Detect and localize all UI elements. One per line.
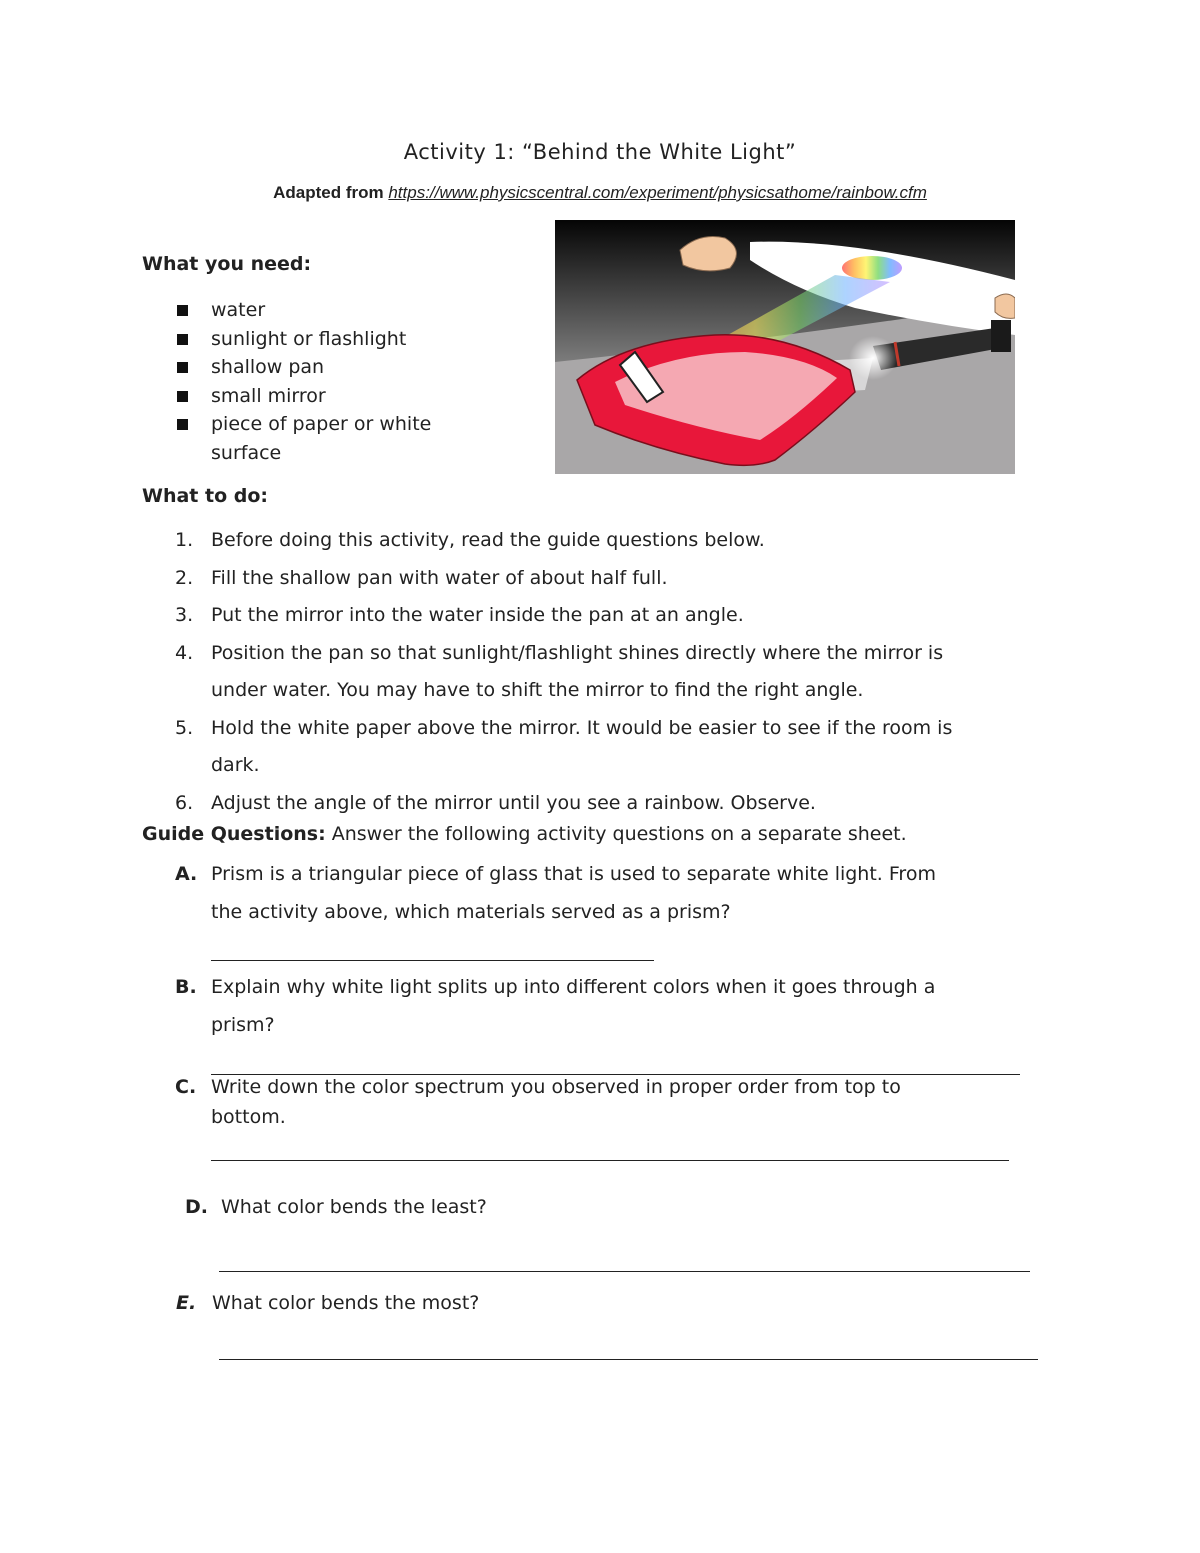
materials-list: [175, 296, 431, 467]
step-text: Before doing this activity, read the guide questions below.: [211, 529, 765, 551]
guide-questions-instruction: Answer the following activity questions on a separate sheet.: [325, 823, 907, 845]
step-text: Put the mirror into the water inside the pan at an angle.: [211, 604, 744, 626]
question-letter: A.: [175, 863, 198, 885]
list-item: [175, 560, 1075, 598]
step-text: Adjust the angle of the mirror until you see a rainbow. Observe.: [211, 791, 816, 814]
list-item: [175, 785, 1075, 823]
rainbow-experiment-illustration: [555, 220, 1015, 474]
question-text-continuation: the activity above, which materials served as a prism?: [211, 901, 731, 923]
step-number: 4.: [175, 641, 194, 664]
question-e: [176, 1284, 480, 1322]
answer-line-e[interactable]: [219, 1359, 1038, 1360]
question-letter: C.: [175, 1076, 197, 1098]
list-item: water: [175, 296, 431, 325]
step-text-continuation: dark.: [211, 754, 260, 776]
question-a: [175, 855, 936, 931]
steps-heading: What to do:: [142, 485, 269, 507]
question-text: Prism is a triangular piece of glass that is used to separate white light. From: [211, 863, 936, 885]
question-text-continuation: prism?: [211, 1014, 275, 1036]
question-text: What color bends the most?: [212, 1292, 480, 1314]
guide-questions-label: Guide Questions:: [142, 823, 326, 845]
steps-list: [175, 522, 1075, 822]
list-item: sunlight or flashlight: [175, 325, 431, 354]
list-item: piece of paper or white: [175, 410, 431, 439]
list-item-continuation: surface: [211, 441, 282, 464]
source-attribution: [0, 183, 1200, 203]
step-number: 3.: [175, 604, 194, 626]
list-item: [175, 635, 1075, 710]
step-text: Hold the white paper above the mirror. It would be easier to see if the room is: [211, 716, 953, 739]
question-letter: D.: [185, 1196, 208, 1218]
guide-questions-intro: [142, 823, 907, 845]
adapted-label: Adapted from: [273, 183, 384, 202]
question-b: [175, 968, 936, 1044]
question-d: [185, 1188, 487, 1226]
step-text: Fill the shallow pan with water of about half full.: [211, 566, 668, 589]
question-text-continuation: bottom.: [211, 1106, 286, 1128]
question-text: What color bends the least?: [221, 1196, 487, 1218]
question-letter: B.: [175, 976, 197, 998]
page-title: Activity 1: “Behind the White Light”: [403, 140, 797, 164]
source-link[interactable]: https://www.physicscentral.com/experiment/physicsathome/rainbow.cfm: [388, 183, 927, 202]
list-item: [175, 597, 1075, 635]
step-number: 1.: [175, 529, 194, 551]
question-letter: E.: [176, 1292, 197, 1314]
list-item: [175, 710, 1075, 785]
answer-line-a[interactable]: [211, 960, 654, 961]
list-item: shallow pan: [175, 353, 431, 382]
materials-heading: What you need:: [142, 253, 312, 275]
answer-line-d[interactable]: [219, 1271, 1030, 1272]
question-text: Write down the color spectrum you observed in proper order from top to: [211, 1076, 901, 1098]
step-text-continuation: under water. You may have to shift the mirror to find the right angle.: [211, 679, 864, 701]
question-c: [175, 1072, 901, 1132]
step-number: 6.: [175, 791, 194, 814]
question-text: Explain why white light splits up into different colors when it goes through a: [211, 976, 936, 998]
step-number: 2.: [175, 566, 194, 589]
step-number: 5.: [175, 716, 194, 739]
answer-line-c[interactable]: [211, 1160, 1009, 1161]
list-item: small mirror: [175, 382, 431, 411]
list-item: [175, 522, 1075, 560]
step-text: Position the pan so that sunlight/flashlight shines directly where the mirror is: [211, 641, 944, 664]
